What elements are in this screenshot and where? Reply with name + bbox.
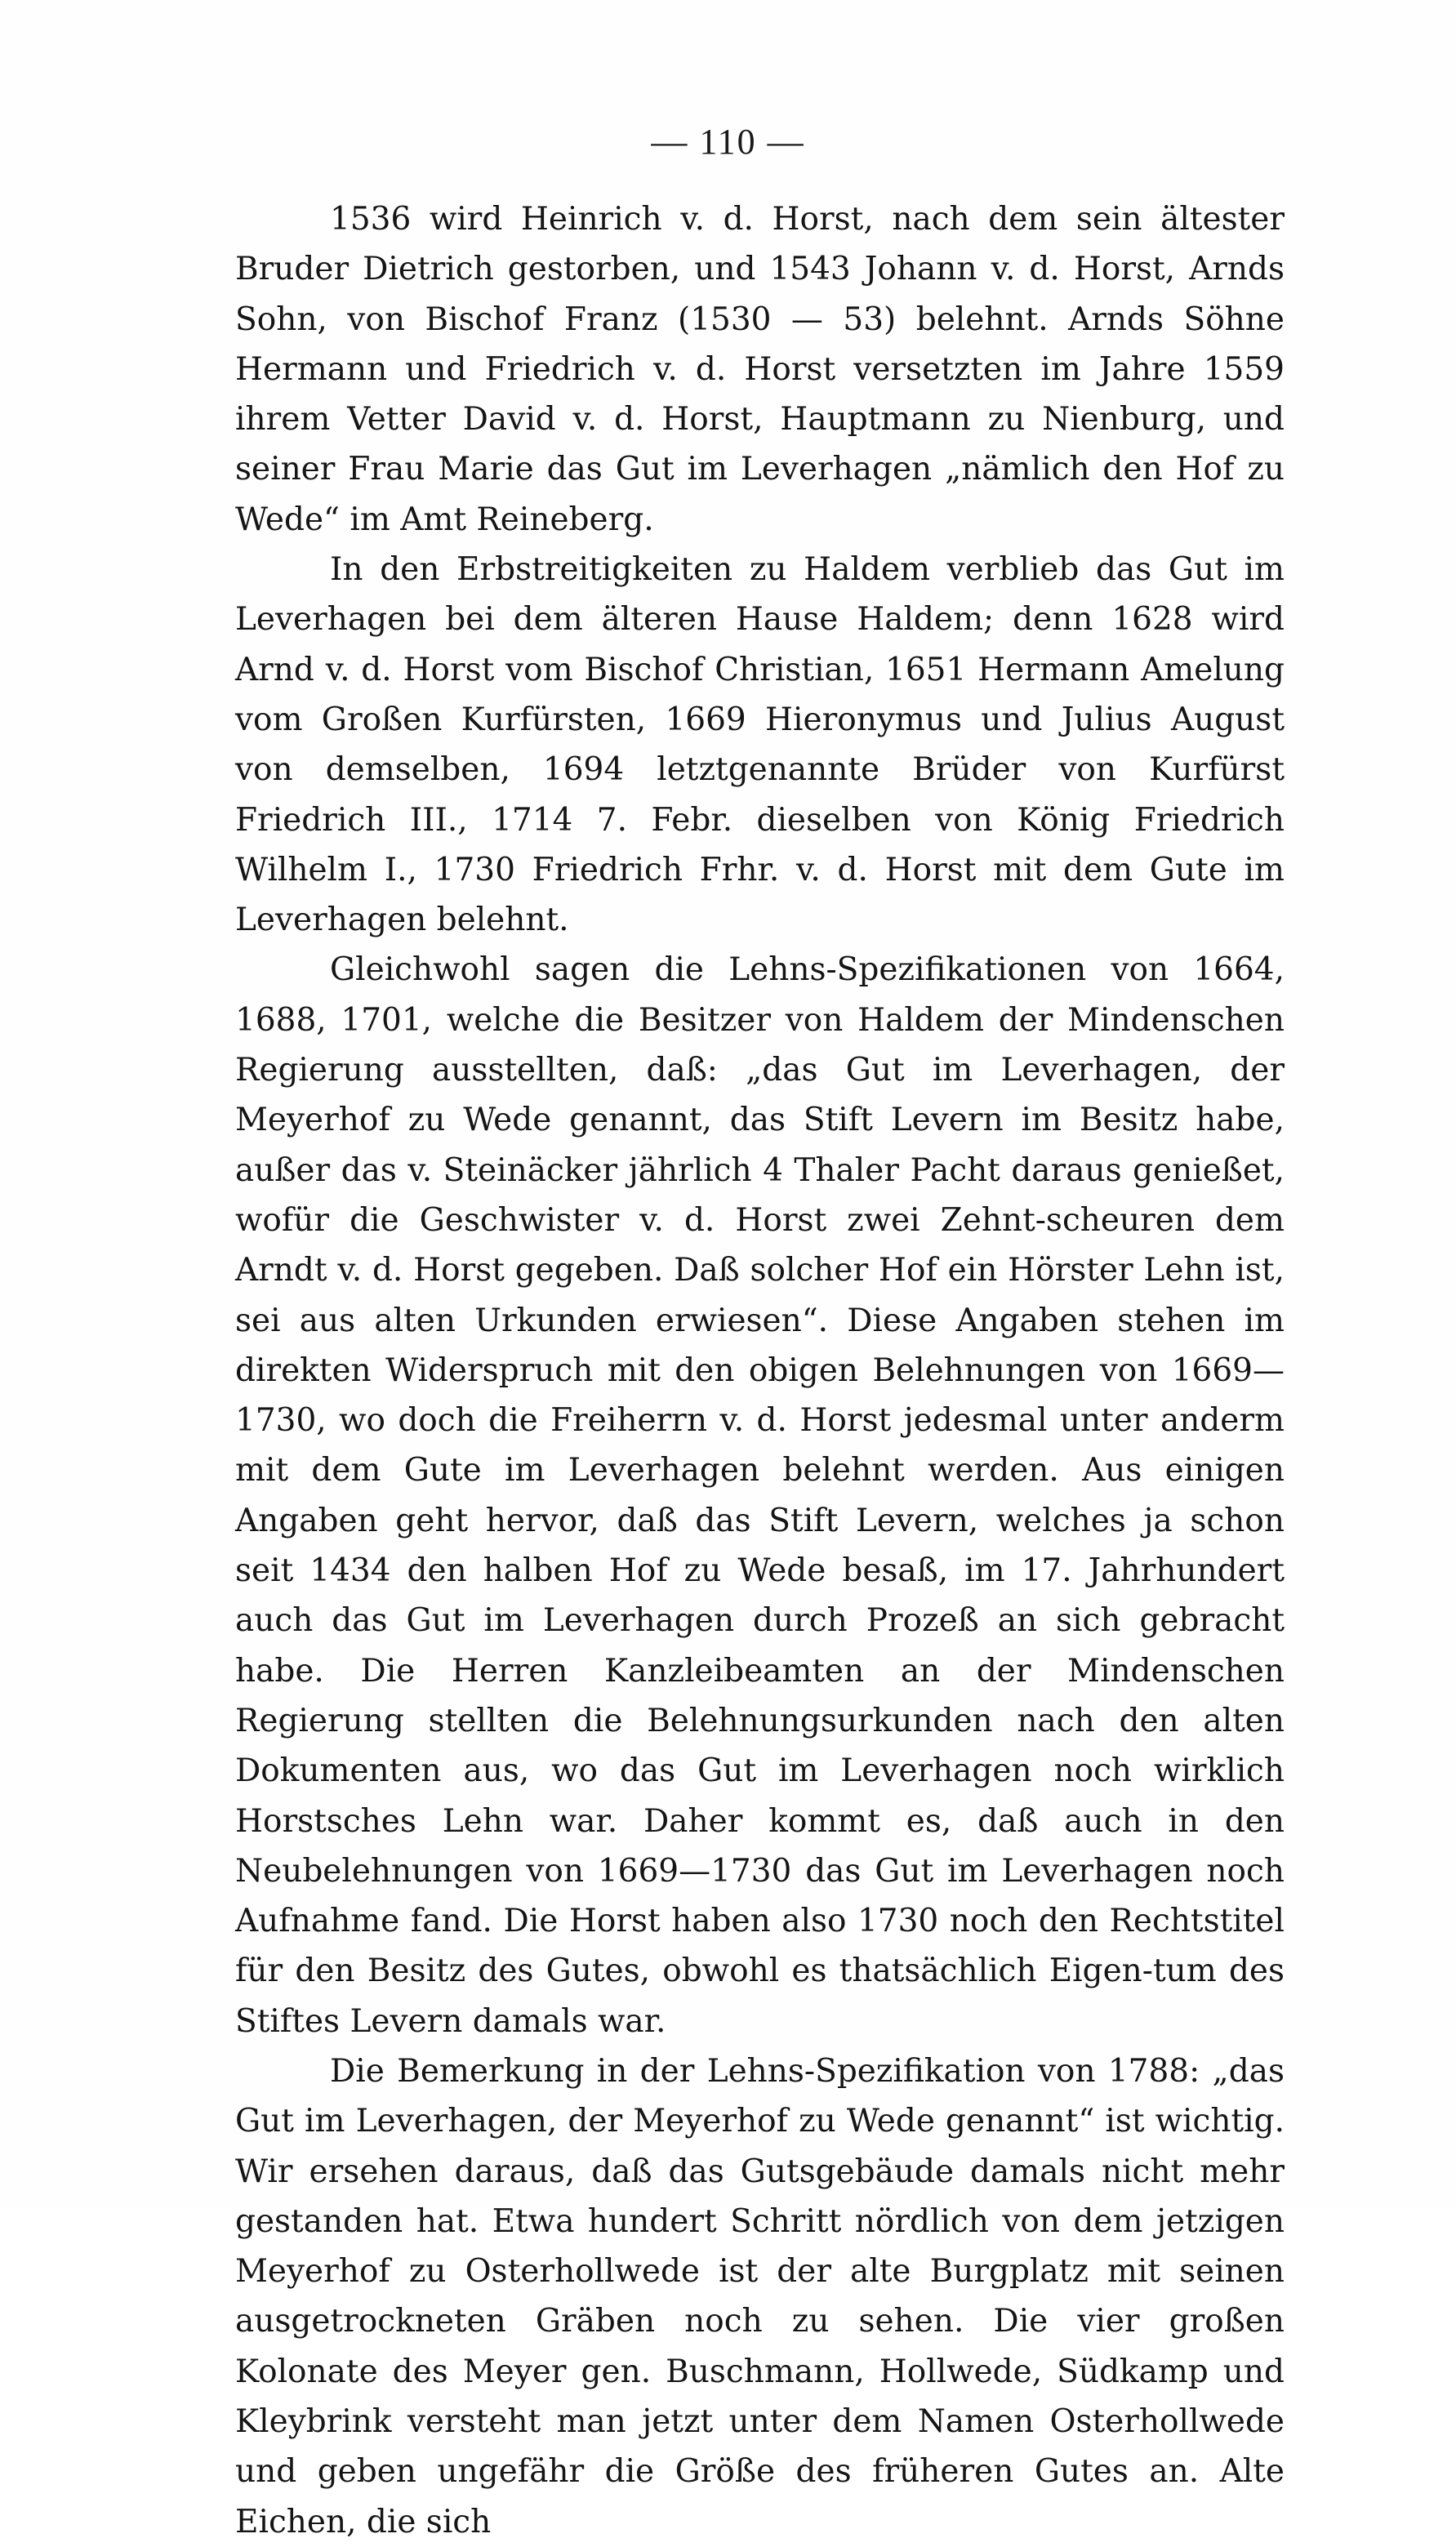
paragraph-4: Die Bemerkung in der Lehns-Spezifikation von 1788: „das Gut im Leverhagen, der Meyerhof zu Wede genannt“ ist wichtig. Wir ersehen daraus, daß das Gutsgebäude damals nicht mehr gestanden hat. Etwa hundert Schritt nördlich von dem jetzigen Meyerhof zu Osterhollwede ist der alte Burgplatz mit seinen ausgetrockneten Gräben noch zu sehen. Die vier großen Kolonate des Meyer gen. Buschmann, Hollwede, Südkamp und Kleybrink versteht man jetzt unter dem Namen Osterhollwede und geben ungefähr die Größe des früheren Gutes an. Alte Eichen, die sich [235,2052,1285,2540]
paragraph-2: In den Erbstreitigkeiten zu Haldem verblieb das Gut im Leverhagen bei dem älteren Hause Haldem; denn 1628 wird Arnd v. d. Horst vom Bischof Christian, 1651 Hermann Amelung vom Großen Kurfürsten, 1669 Hieronymus und Julius August von demselben, 1694 letztgenannte Brüder von Kurfürst Friedrich III., 1714 7. Febr. dieselben von König Friedrich Wilhelm I., 1730 Friedrich Frhr. v. d. Horst mit dem Gute im Leverhagen belehnt. [235,551,1285,939]
body-text [235,194,1285,2547]
paragraph-3: Gleichwohl sagen die Lehns-Spezifikationen von 1664, 1688, 1701, welche die Besitzer von Haldem der Mindenschen Regierung ausstellten, daß: „das Gut im Leverhagen, der Meyerhof zu Wede genannt, das Stift Levern im Besitz habe, außer das v. Steinäcker jährlich 4 Thaler Pacht daraus genießet, wofür die Geschwister v. d. Horst zwei Zehnt-scheuren dem Arndt v. d. Horst gegeben. Daß solcher Hof ein Hörster Lehn ist, sei aus alten Urkunden erwiesen“. Diese Angaben stehen im direkten Widerspruch mit den obigen Belehnungen von 1669—1730, wo doch die Freiherrn v. d. Horst jedesmal unter anderm mit dem Gute im Leverhagen belehnt werden. Aus einigen Angaben geht hervor, daß das Stift Levern, welches ja schon seit 1434 den halben Hof zu Wede besaß, im 17. Jahrhundert auch das Gut im Leverhagen durch Prozeß an sich gebracht habe. Die Herren Kanzleibeamten an der Mindenschen Regierung stellten die Belehnungsurkunden nach den alten Dokumenten aus, wo das Gut im Leverhagen noch wirklich Horstsches Lehn war. Daher kommt es, daß auch in den Neubelehnungen von 1669—1730 das Gut im Leverhagen noch Aufnahme fand. Die Horst haben also 1730 noch den Rechtstitel für den Besitz des Gutes, obwohl es thatsächlich Eigen-tum des Stiftes Levern damals war. [235,951,1285,2040]
paragraph-1: 1536 wird Heinrich v. d. Horst, nach dem sein ältester Bruder Dietrich gestorben, und 1543 Johann v. d. Horst, Arnds Sohn, von Bischof Franz (1530 — 53) belehnt. Arnds Söhne Hermann und Friedrich v. d. Horst versetzten im Jahre 1559 ihrem Vetter David v. d. Horst, Hauptmann zu Nienburg, und seiner Frau Marie das Gut im Leverhagen „nämlich den Hof zu Wede“ im Amt Reineberg. [235,201,1285,538]
page-number: — 110 — [651,122,805,162]
